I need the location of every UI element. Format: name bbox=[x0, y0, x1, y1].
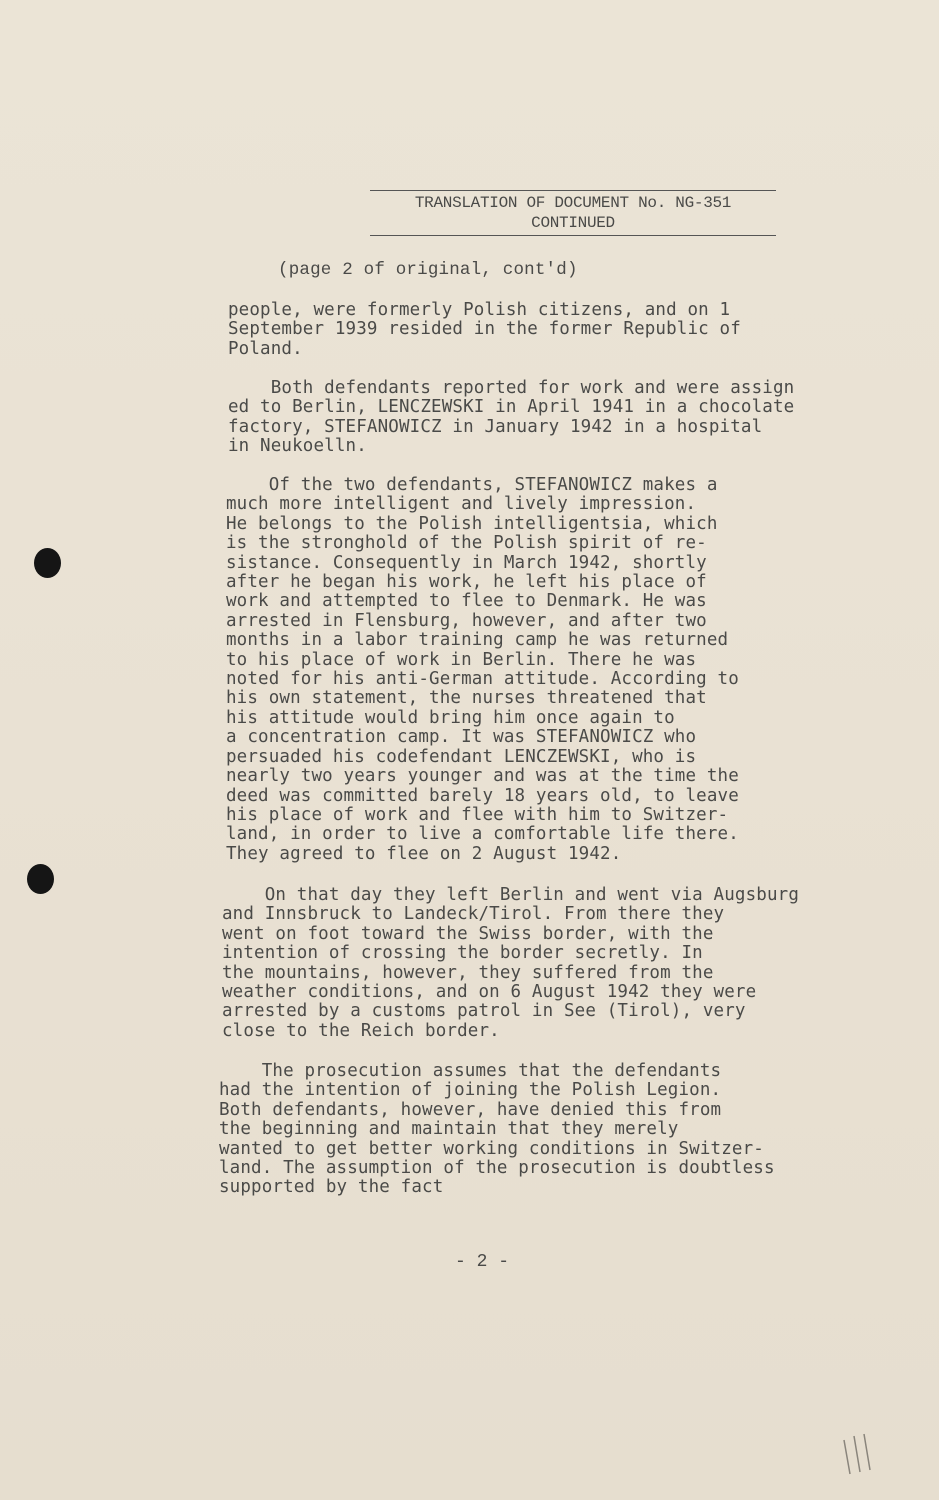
page-reference: (page 2 of original, cont'd) bbox=[278, 260, 578, 280]
paragraph-2: Both defendants reported for work and were assign ed to Berlin, LENCZEWSKI in April 1941 in a chocolate factory, STEFANOWICZ in January 1942 in a hospital in Neukoelln. bbox=[228, 378, 795, 457]
paragraph-3: Of the two defendants, STEFANOWICZ makes a much more intelligent and lively impression. He belongs to the Polish intelligentsia, which is the stronghold of the Polish spirit of re- sistance. Consequently in March 1942, shortly after he began his work, he left his place of work and attempted to flee to Denmark. He was arrested in Flensburg, however, and after two months in a labor training camp he was returned to his place of work in Berlin. There he was noted for his anti-German attitude. According to his own statement, the nurses threatened that his attitude would bring him once again to a concentration camp. It was STEFANOWICZ who persuaded his codefendant LENCZEWSKI, who is nearly two years younger and was at the time the deed was committed barely 18 years old, to leave his place of work and flee with him to Switzer- land, in order to live a comfortable life there. They agreed to flee on 2 August 1942. bbox=[226, 475, 739, 864]
paragraph-4: On that day they left Berlin and went via Augsburg and Innsbruck to Landeck/Tirol. From there they went on foot toward the Swiss border, with the intention of crossing the border secretly. In the mountains, however, they suffered from the weather conditions, and on 6 August 1942 they were arrested by a customs patrol in See (Tirol), very close to the Reich border. bbox=[222, 885, 800, 1041]
punch-hole bbox=[27, 864, 54, 894]
document-title bbox=[370, 190, 776, 236]
title-line-2: CONTINUED bbox=[531, 214, 615, 232]
pencil-marks bbox=[838, 1430, 878, 1480]
paragraph-5: The prosecution assumes that the defendants had the intention of joining the Polish Legion. Both defendants, however, have denied this from the beginning and maintain that they merely wanted to get better working conditions in Switzer- land. The assumption of the prosecution is doubtless supported by the fact bbox=[219, 1061, 775, 1198]
punch-hole bbox=[34, 548, 61, 578]
page-number: - 2 - bbox=[455, 1252, 510, 1272]
title-line-1: TRANSLATION OF DOCUMENT No. NG-351 bbox=[414, 194, 732, 212]
paragraph-1: people, were formerly Polish citizens, and on 1 September 1939 resided in the former Republic of Poland. bbox=[228, 300, 741, 359]
